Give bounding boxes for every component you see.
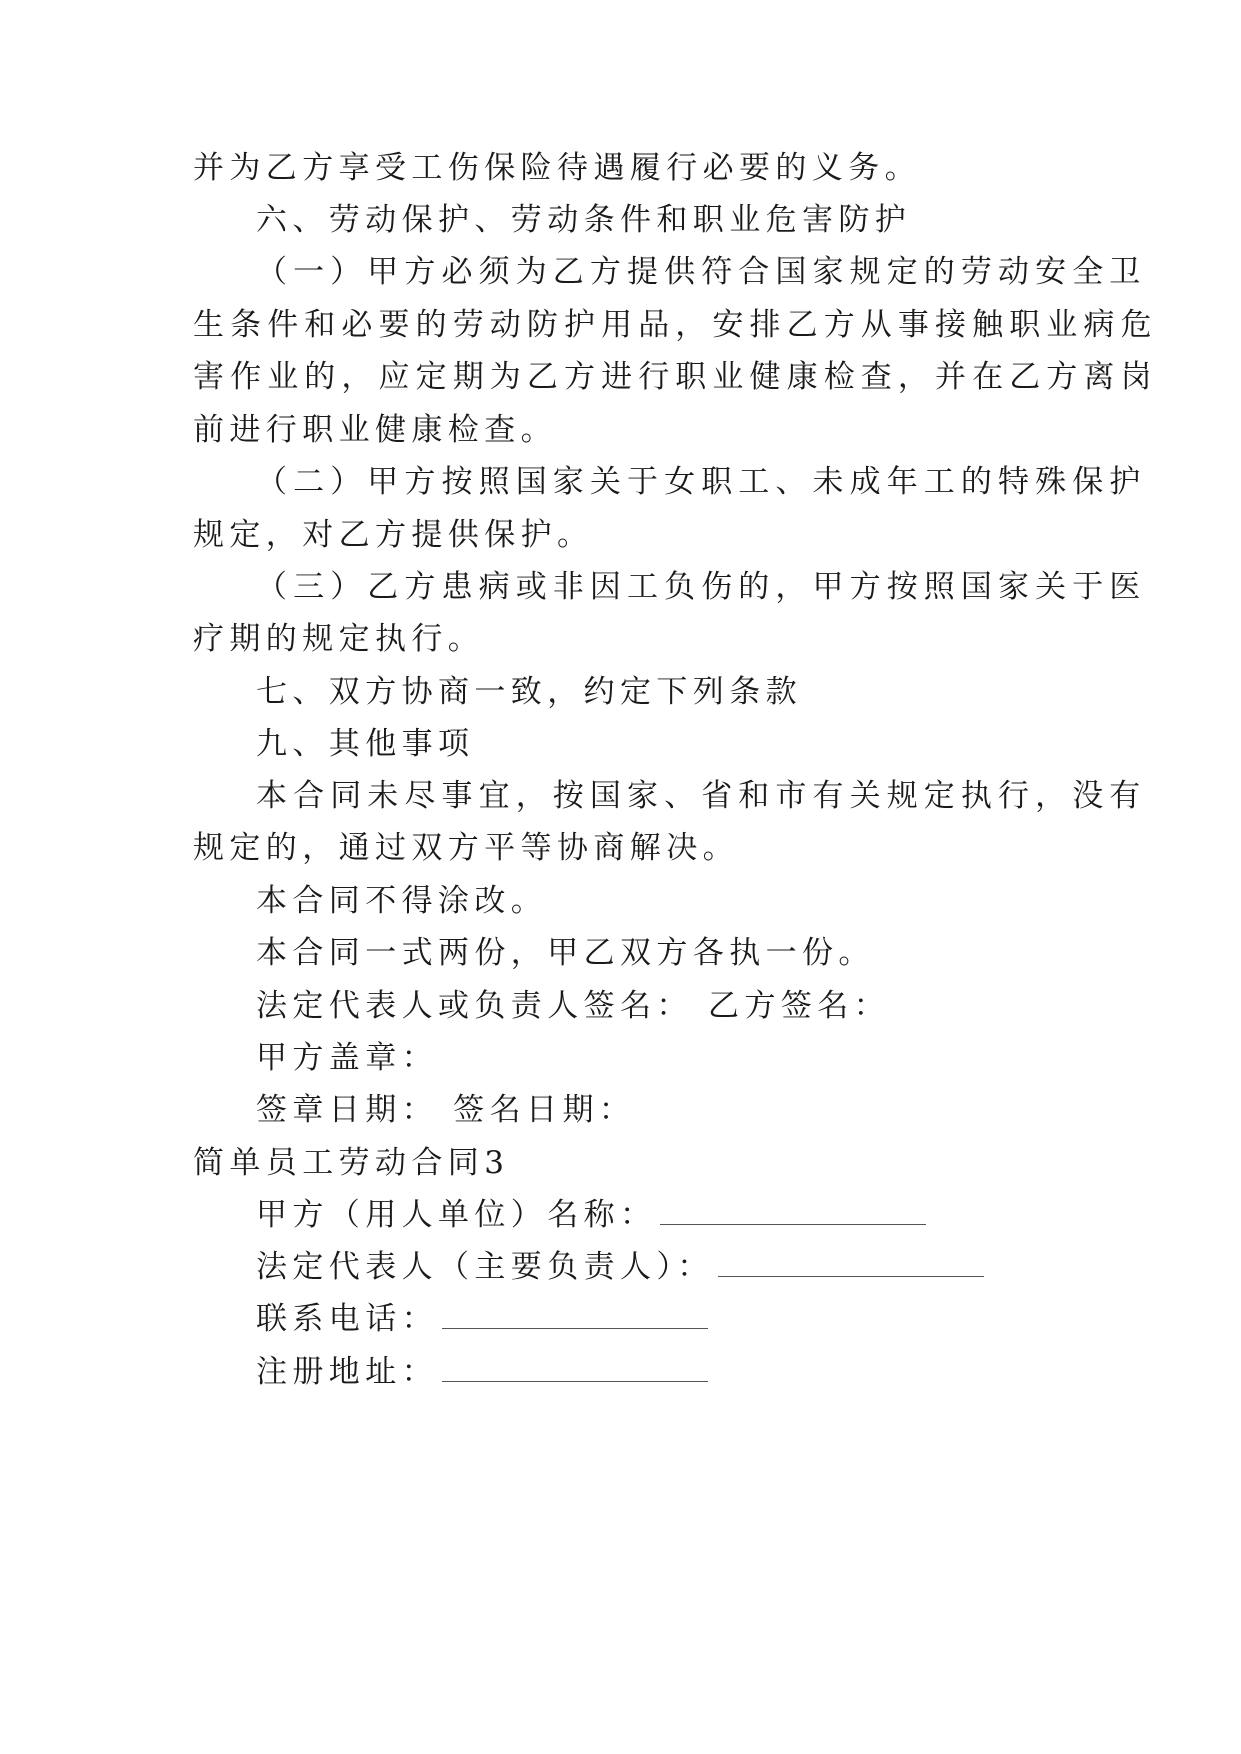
form-field-registered-address	[256, 1352, 708, 1392]
form-field-employer-name	[256, 1195, 926, 1235]
paragraph-line: 生条件和必要的劳动防护用品，安排乙方从事接触职业病危	[193, 307, 1158, 343]
document-title: 简单员工劳动合同3	[193, 1145, 510, 1181]
paragraph-line: （三）乙方患病或非因工负伤的，甲方按照国家关于医	[256, 569, 1147, 605]
paragraph-line: 本合同一式两份，甲乙双方各执一份。	[256, 935, 875, 971]
paragraph-line: （一）甲方必须为乙方提供符合国家规定的劳动安全卫	[256, 254, 1147, 290]
paragraph-line: 本合同不得涂改。	[256, 883, 548, 919]
form-field-phone	[256, 1299, 708, 1339]
paragraph-line: 并为乙方享受工伤保险待遇履行必要的义务。	[193, 150, 921, 186]
paragraph-line: 前进行职业健康检查。	[193, 412, 557, 448]
form-field-label: 甲方（用人单位）名称：	[256, 1197, 657, 1233]
paragraph-line: 本合同未尽事宜，按国家、省和市有关规定执行，没有	[256, 778, 1147, 814]
paragraph-line: 规定，对乙方提供保护。	[193, 517, 594, 553]
section-heading: 六、劳动保护、劳动条件和职业危害防护	[256, 202, 912, 238]
paragraph-line: 规定的，通过双方平等协商解决。	[193, 830, 739, 866]
seal-line: 甲方盖章：	[256, 1040, 438, 1076]
paragraph-line: （二）甲方按照国家关于女职工、未成年工的特殊保护	[256, 464, 1147, 500]
section-heading: 九、其他事项	[256, 726, 475, 762]
fill-in-blank[interactable]	[660, 1198, 926, 1225]
form-field-label: 注册地址：	[256, 1354, 438, 1390]
fill-in-blank[interactable]	[718, 1250, 984, 1277]
date-line: 签章日期： 签名日期：	[256, 1092, 636, 1128]
form-field-label: 法定代表人（主要负责人）：	[256, 1249, 714, 1285]
paragraph-line: 疗期的规定执行。	[193, 621, 485, 657]
fill-in-blank[interactable]	[442, 1302, 708, 1329]
form-field-label: 联系电话：	[256, 1301, 438, 1337]
paragraph-line: 害作业的，应定期为乙方进行职业健康检查，并在乙方离岗	[193, 359, 1158, 395]
form-field-legal-representative	[256, 1247, 984, 1287]
fill-in-blank[interactable]	[442, 1355, 708, 1382]
section-heading: 七、双方协商一致，约定下列条款	[256, 674, 802, 710]
signature-line: 法定代表人或负责人签名： 乙方签名：	[256, 988, 891, 1024]
